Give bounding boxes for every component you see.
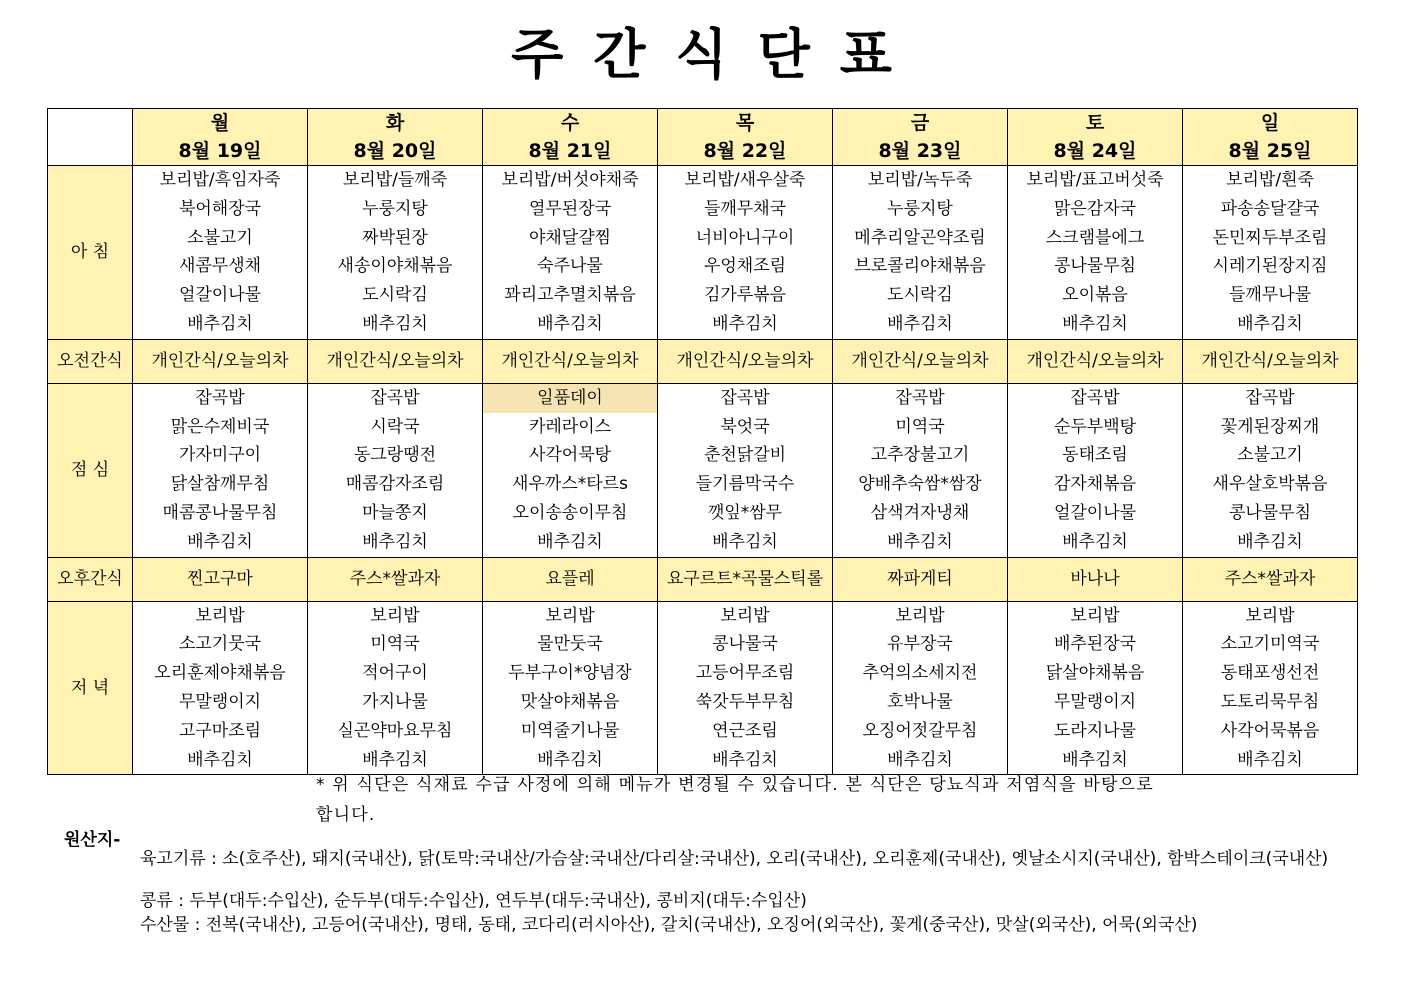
day-name: 화 (385, 111, 405, 134)
morning-snack-label: 오전간식 (48, 339, 133, 383)
menu-item: 소불고기 (187, 227, 253, 248)
menu-item: 일품데이 (483, 384, 657, 413)
lunch-cell (1183, 383, 1358, 557)
menu-item: 도토리묵무침 (1220, 691, 1320, 712)
menu-item: 미역국 (370, 634, 420, 655)
menu-item: 고구마조림 (178, 720, 262, 741)
dinner-cell (133, 601, 308, 775)
menu-item: 연근조림 (712, 720, 778, 741)
morning-snack-cell: 개인간식/오늘의차 (1008, 339, 1183, 383)
origin-beans: 콩류 : 두부(대두:수입산), 순두부(대두:수입산), 연두부(대두:국내산), 콩비지(대두:수입산) (140, 891, 807, 911)
day-date: 8월 21일 (528, 139, 612, 162)
menu-item: 돈민찌두부조림 (1212, 227, 1328, 248)
dinner-cell (1183, 601, 1358, 775)
menu-item: 도시락김 (887, 285, 953, 306)
lunch-cell (308, 383, 483, 557)
lunch-cell (133, 383, 308, 557)
afternoon-snack-cell: 주스*쌀과자 (308, 557, 483, 601)
menu-item: 북엇국 (720, 416, 770, 437)
menu-item: 무말랭이지 (1053, 691, 1137, 712)
morning-snack-cell: 개인간식/오늘의차 (133, 339, 308, 383)
menu-item: 잡곡밥 (1245, 387, 1295, 408)
day-header (833, 109, 1008, 166)
menu-item: 들깨무채국 (703, 198, 787, 219)
menu-item: 배추김치 (1237, 531, 1303, 552)
corner-cell (48, 109, 133, 166)
menu-item: 보리밥 (195, 605, 245, 626)
morning-snack-row (48, 339, 1358, 383)
menu-item: 배추김치 (712, 749, 778, 770)
afternoon-snack-cell: 짜파게티 (833, 557, 1008, 601)
menu-item: 들기름막국수 (695, 474, 795, 495)
menu-item: 스크램블에그 (1045, 227, 1145, 248)
menu-item: 배추김치 (887, 313, 953, 334)
day-name: 월 (210, 111, 230, 134)
menu-item: 보리밥 (370, 605, 420, 626)
menu-item: 쑥갓두부무침 (695, 691, 795, 712)
breakfast-cell (1183, 166, 1358, 340)
dinner-row (48, 601, 1358, 775)
menu-item: 배추김치 (712, 531, 778, 552)
day-name: 금 (910, 111, 930, 134)
menu-item: 배추김치 (712, 313, 778, 334)
menu-item: 유부장국 (887, 634, 953, 655)
menu-item: 배추김치 (887, 749, 953, 770)
menu-item: 오이송송이무침 (512, 502, 628, 523)
origin-seafood: 수산물 : 전복(국내산), 고등어(국내산), 명태, 동태, 코다리(러시아산), 갈치(국내산), 오징어(외국산), 꽃게(중국산), 맛살(외국산), 어묵(외국산) (140, 915, 1198, 935)
menu-item: 맑은감자국 (1053, 198, 1137, 219)
menu-item: 새우까스*타르s (512, 474, 628, 495)
menu-item: 배추김치 (1237, 749, 1303, 770)
menu-item: 꽃게된장찌개 (1220, 416, 1320, 437)
day-header (133, 109, 308, 166)
menu-item: 너비아니구이 (695, 227, 795, 248)
menu-item: 소고기미역국 (1220, 634, 1320, 655)
morning-snack-cell: 개인간식/오늘의차 (1183, 339, 1358, 383)
menu-item: 맛살야채볶음 (520, 691, 620, 712)
breakfast-cell (658, 166, 833, 340)
menu-item: 잡곡밥 (1070, 387, 1120, 408)
day-date: 8월 22일 (703, 139, 787, 162)
menu-item: 카레라이스 (528, 416, 612, 437)
afternoon-snack-row (48, 557, 1358, 601)
breakfast-cell (483, 166, 658, 340)
menu-item: 콩나물국 (712, 634, 778, 655)
breakfast-cell (1008, 166, 1183, 340)
menu-item: 마늘쫑지 (362, 502, 428, 523)
origin-meat: 육고기류 : 소(호주산), 돼지(국내산), 닭(토막:국내산/가슴살:국내산/다리살:국내산), 오리(국내산), 오리훈제(국내산), 옛날소시지(국내산), 함박스테이크(국내산) (140, 849, 1329, 869)
lunch-cell (833, 383, 1008, 557)
menu-item: 배추김치 (362, 313, 428, 334)
breakfast-cell (308, 166, 483, 340)
menu-item: 배추김치 (887, 531, 953, 552)
menu-item: 오리훈제야채볶음 (154, 663, 286, 684)
menu-item: 가자미구이 (178, 445, 262, 466)
menu-item: 오징어젓갈무침 (862, 720, 978, 741)
menu-item: 사각어묵볶음 (1220, 720, 1320, 741)
afternoon-snack-cell: 찐고구마 (133, 557, 308, 601)
menu-item: 보리밥 (1070, 605, 1120, 626)
morning-snack-cell: 개인간식/오늘의차 (833, 339, 1008, 383)
menu-item: 김가루볶음 (703, 285, 787, 306)
breakfast-label: 아 침 (48, 166, 133, 340)
afternoon-snack-cell: 요구르트*곡물스틱롤 (658, 557, 833, 601)
menu-item: 배추김치 (537, 749, 603, 770)
morning-snack-cell: 개인간식/오늘의차 (483, 339, 658, 383)
menu-item: 적어구이 (362, 663, 428, 684)
menu-item: 보리밥 (1245, 605, 1295, 626)
day-header (658, 109, 833, 166)
menu-item: 숙주나물 (537, 256, 603, 277)
menu-item: 배추김치 (362, 749, 428, 770)
menu-item: 물만둣국 (537, 634, 603, 655)
weekly-menu-table (47, 108, 1358, 775)
page-title: 주간식단표 (511, 23, 922, 86)
menu-item: 맑은수제비국 (170, 416, 270, 437)
day-name: 일 (1260, 111, 1280, 134)
menu-item: 배추김치 (1237, 313, 1303, 334)
menu-item: 동그랑땡전 (353, 445, 437, 466)
menu-item: 파송송달걀국 (1220, 198, 1320, 219)
menu-item: 누룽지탕 (887, 198, 953, 219)
menu-item: 순두부백탕 (1053, 416, 1137, 437)
menu-item: 북어해장국 (178, 198, 262, 219)
menu-item: 배추김치 (362, 531, 428, 552)
menu-item: 짜박된장 (362, 227, 428, 248)
menu-item: 꽈리고추멸치볶음 (504, 285, 636, 306)
menu-item: 야채달걀찜 (528, 227, 612, 248)
afternoon-snack-cell: 주스*쌀과자 (1183, 557, 1358, 601)
menu-item: 실곤약마요무침 (337, 720, 453, 741)
day-date: 8월 23일 (878, 139, 962, 162)
day-date: 8월 24일 (1053, 139, 1137, 162)
menu-item: 매콤콩나물무침 (162, 502, 278, 523)
dinner-cell (658, 601, 833, 775)
menu-item: 무말랭이지 (178, 691, 262, 712)
menu-item: 들깨무나물 (1228, 285, 1312, 306)
day-header (483, 109, 658, 166)
afternoon-snack-label: 오후간식 (48, 557, 133, 601)
menu-item: 보리밥/표고버섯죽 (1026, 170, 1164, 190)
menu-item: 보리밥/새우살죽 (684, 170, 806, 190)
menu-item: 메추리알곤약조림 (854, 227, 986, 248)
afternoon-snack-cell: 요플레 (483, 557, 658, 601)
menu-item: 배추된장국 (1053, 634, 1137, 655)
menu-item: 배추김치 (537, 313, 603, 334)
menu-item: 호박나물 (887, 691, 953, 712)
menu-item: 보리밥/녹두죽 (867, 170, 973, 190)
menu-item: 두부구이*양념장 (508, 663, 632, 684)
afternoon-snack-cell: 바나나 (1008, 557, 1183, 601)
breakfast-cell (833, 166, 1008, 340)
menu-item: 고추장불고기 (870, 445, 970, 466)
menu-item: 배추김치 (537, 531, 603, 552)
origin-label: 원산지- (64, 830, 121, 850)
menu-item: 소불고기 (1237, 445, 1303, 466)
menu-item: 우엉채조림 (703, 256, 787, 277)
lunch-cell (483, 383, 658, 557)
day-header (1183, 109, 1358, 166)
menu-item: 잡곡밥 (370, 387, 420, 408)
menu-item: 닭살참깨무침 (170, 474, 270, 495)
menu-item: 오이볶음 (1062, 285, 1128, 306)
dinner-cell (1008, 601, 1183, 775)
menu-item: 미역줄기나물 (520, 720, 620, 741)
menu-item: 배추김치 (1062, 531, 1128, 552)
menu-item: 춘천닭갈비 (703, 445, 787, 466)
menu-item: 보리밥 (720, 605, 770, 626)
day-name: 토 (1085, 111, 1105, 134)
lunch-cell (1008, 383, 1183, 557)
menu-item: 매콤감자조림 (345, 474, 445, 495)
menu-item: 배추김치 (1062, 313, 1128, 334)
menu-item: 시락국 (370, 416, 420, 437)
menu-item: 추억의소세지전 (862, 663, 978, 684)
menu-item: 보리밥/들깨죽 (342, 170, 448, 190)
menu-item: 잡곡밥 (720, 387, 770, 408)
menu-item: 보리밥 (545, 605, 595, 626)
menu-item: 고등어무조림 (695, 663, 795, 684)
menu-item: 누룽지탕 (362, 198, 428, 219)
menu-item: 미역국 (895, 416, 945, 437)
menu-item: 소고기뭇국 (178, 634, 262, 655)
menu-item: 보리밥 (895, 605, 945, 626)
menu-item: 콩나물무침 (1228, 502, 1312, 523)
menu-item: 배추김치 (187, 749, 253, 770)
lunch-row (48, 383, 1358, 557)
lunch-label: 점 심 (48, 383, 133, 557)
menu-item: 도시락김 (362, 285, 428, 306)
day-header (1008, 109, 1183, 166)
menu-item: 가지나물 (362, 691, 428, 712)
menu-item: 배추김치 (1062, 749, 1128, 770)
menu-change-note: * 위 식단은 식재료 수급 사정에 의해 메뉴가 변경될 수 있습니다. 본 식단은 당뇨식과 저염식을 바탕으로 합니다. (316, 775, 1154, 825)
menu-item: 보리밥/버섯야채죽 (501, 170, 639, 190)
day-header (308, 109, 483, 166)
day-name: 목 (735, 111, 755, 134)
morning-snack-cell: 개인간식/오늘의차 (658, 339, 833, 383)
day-date: 8월 20일 (353, 139, 437, 162)
menu-item: 잡곡밥 (895, 387, 945, 408)
dinner-cell (833, 601, 1008, 775)
menu-item: 사각어묵탕 (528, 445, 612, 466)
day-date: 8월 25일 (1228, 139, 1312, 162)
menu-item: 잡곡밥 (195, 387, 245, 408)
menu-item: 새우살호박볶음 (1212, 474, 1328, 495)
menu-item: 깻잎*쌈무 (707, 502, 783, 523)
menu-item: 동태포생선전 (1220, 663, 1320, 684)
menu-item: 시레기된장지짐 (1212, 256, 1328, 277)
menu-item: 양배추숙쌈*쌈장 (858, 474, 982, 495)
menu-item: 새송이야채볶음 (337, 256, 453, 277)
lunch-cell (658, 383, 833, 557)
menu-item: 열무된장국 (528, 198, 612, 219)
menu-item: 얼갈이나물 (1053, 502, 1137, 523)
menu-item: 도라지나물 (1053, 720, 1137, 741)
morning-snack-cell: 개인간식/오늘의차 (308, 339, 483, 383)
menu-item: 브로콜리야채볶음 (854, 256, 986, 277)
menu-item: 얼갈이나물 (178, 285, 262, 306)
menu-item: 감자채볶음 (1053, 474, 1137, 495)
dinner-cell (308, 601, 483, 775)
breakfast-row (48, 166, 1358, 340)
header-row (48, 109, 1358, 166)
menu-item: 배추김치 (187, 313, 253, 334)
dinner-label: 저 녁 (48, 601, 133, 775)
menu-item: 보리밥/흑임자죽 (159, 170, 281, 190)
menu-item: 닭살야채볶음 (1045, 663, 1145, 684)
day-date: 8월 19일 (178, 139, 262, 162)
menu-item: 콩나물무침 (1053, 256, 1137, 277)
menu-item: 새콤무생채 (178, 256, 262, 277)
breakfast-cell (133, 166, 308, 340)
dinner-cell (483, 601, 658, 775)
menu-item: 삼색겨자냉채 (870, 502, 970, 523)
menu-item: 보리밥/흰죽 (1226, 170, 1314, 190)
menu-item: 동태조림 (1062, 445, 1128, 466)
menu-item: 배추김치 (187, 531, 253, 552)
day-name: 수 (560, 111, 580, 134)
